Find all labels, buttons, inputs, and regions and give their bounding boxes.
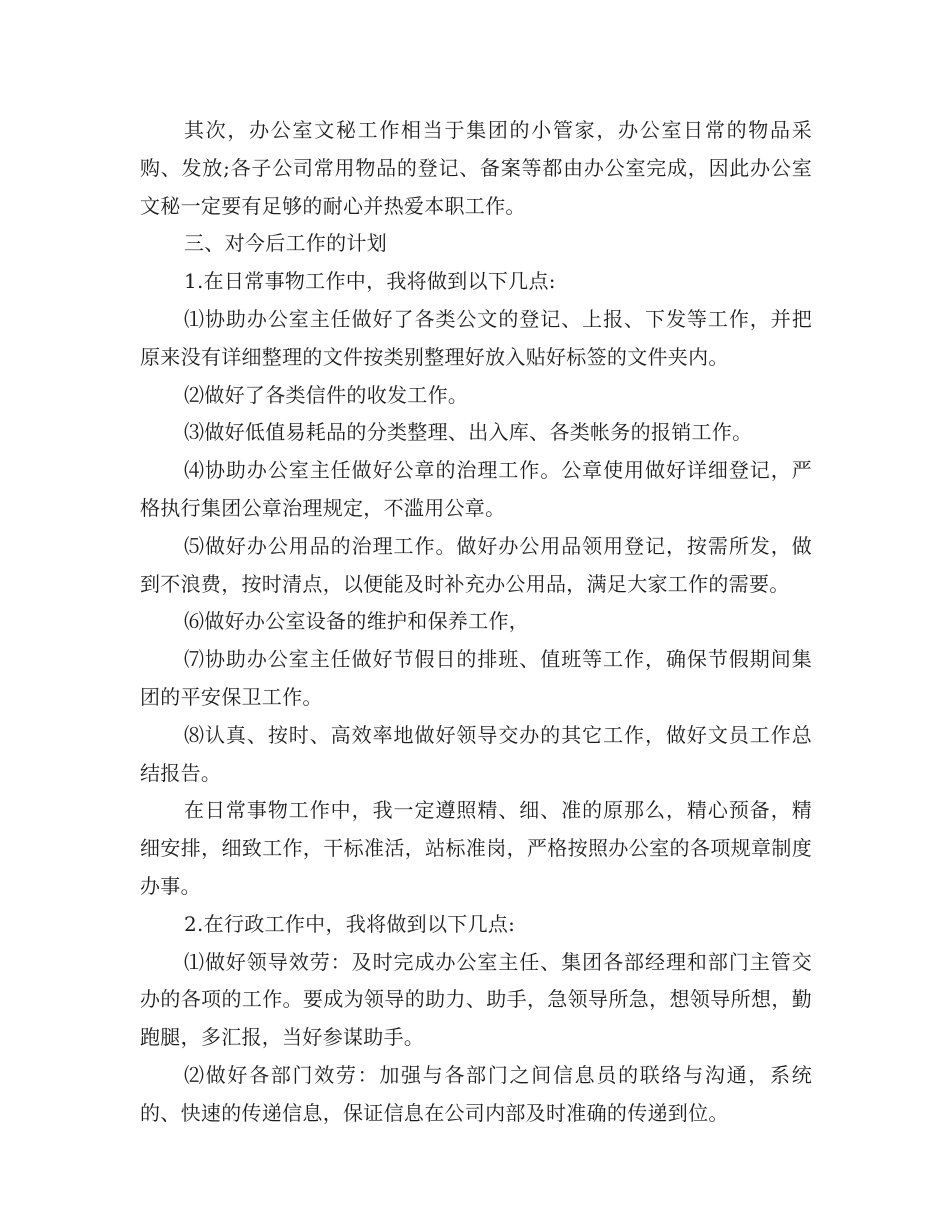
section-heading: 三、对今后工作的计划 — [184, 231, 387, 256]
paragraph: 在日常事物工作中，我一定遵照精、细、准的原那么，精心预备，精细安排，细致工作，干标准活，站标准岗，严格按照办公室的各项规章制度办事。 — [140, 798, 812, 898]
list-item: ⑶做好低值易耗品的分类整理、出入库、各类帐务的报销工作。 — [184, 420, 753, 445]
document-body — [140, 112, 812, 1133]
list-item: ⑷协助办公室主任做好公章的治理工作。公章使用做好详细登记，严格执行集团公章治理规定，不滥用公章。 — [140, 458, 812, 520]
subsection-heading: 1.在日常事物工作中，我将做到以下几点: — [184, 269, 556, 294]
list-item: ⑴协助办公室主任做好了各类公文的登记、上报、下发等工作，并把原来没有详细整理的文件按类别整理好放入贴好标签的文件夹内。 — [140, 306, 812, 369]
list-item: ⑺协助办公室主任做好节假日的排班、值班等工作，确保节假期间集团的平安保卫工作。 — [140, 647, 812, 709]
paragraph: 其次，办公室文秘工作相当于集团的小管家，办公室日常的物品采购、发放;各子公司常用物品的登记、备案等都由办公室完成，因此办公室文秘一定要有足够的耐心并热爱本职工作。 — [140, 118, 812, 218]
list-item: ⑹做好办公室设备的维护和保养工作， — [184, 609, 530, 634]
subsection-heading: 2.在行政工作中，我将做到以下几点: — [184, 911, 516, 936]
list-item: ⑻认真、按时、高效率地做好领导交办的其它工作，做好文员工作总结报告。 — [140, 722, 812, 785]
list-item: ⑸做好办公用品的治理工作。做好办公用品领用登记，按需所发，做到不浪费，按时清点，以便能及时补充办公用品，满足大家工作的需要。 — [140, 533, 812, 596]
list-item: ⑵做好各部门效劳：加强与各部门之间信息员的联络与沟通，系统的、快速的传递信息，保证信息在公司内部及时准确的传递到位。 — [140, 1062, 812, 1125]
list-item: ⑵做好了各类信件的收发工作。 — [184, 382, 469, 407]
list-item: ⑴做好领导效劳：及时完成办公室主任、集团各部经理和部门主管交办的各项的工作。要成为领导的助力、助手，急领导所急，想领导所想，勤跑腿，多汇报，当好参谋助手。 — [140, 949, 812, 1050]
